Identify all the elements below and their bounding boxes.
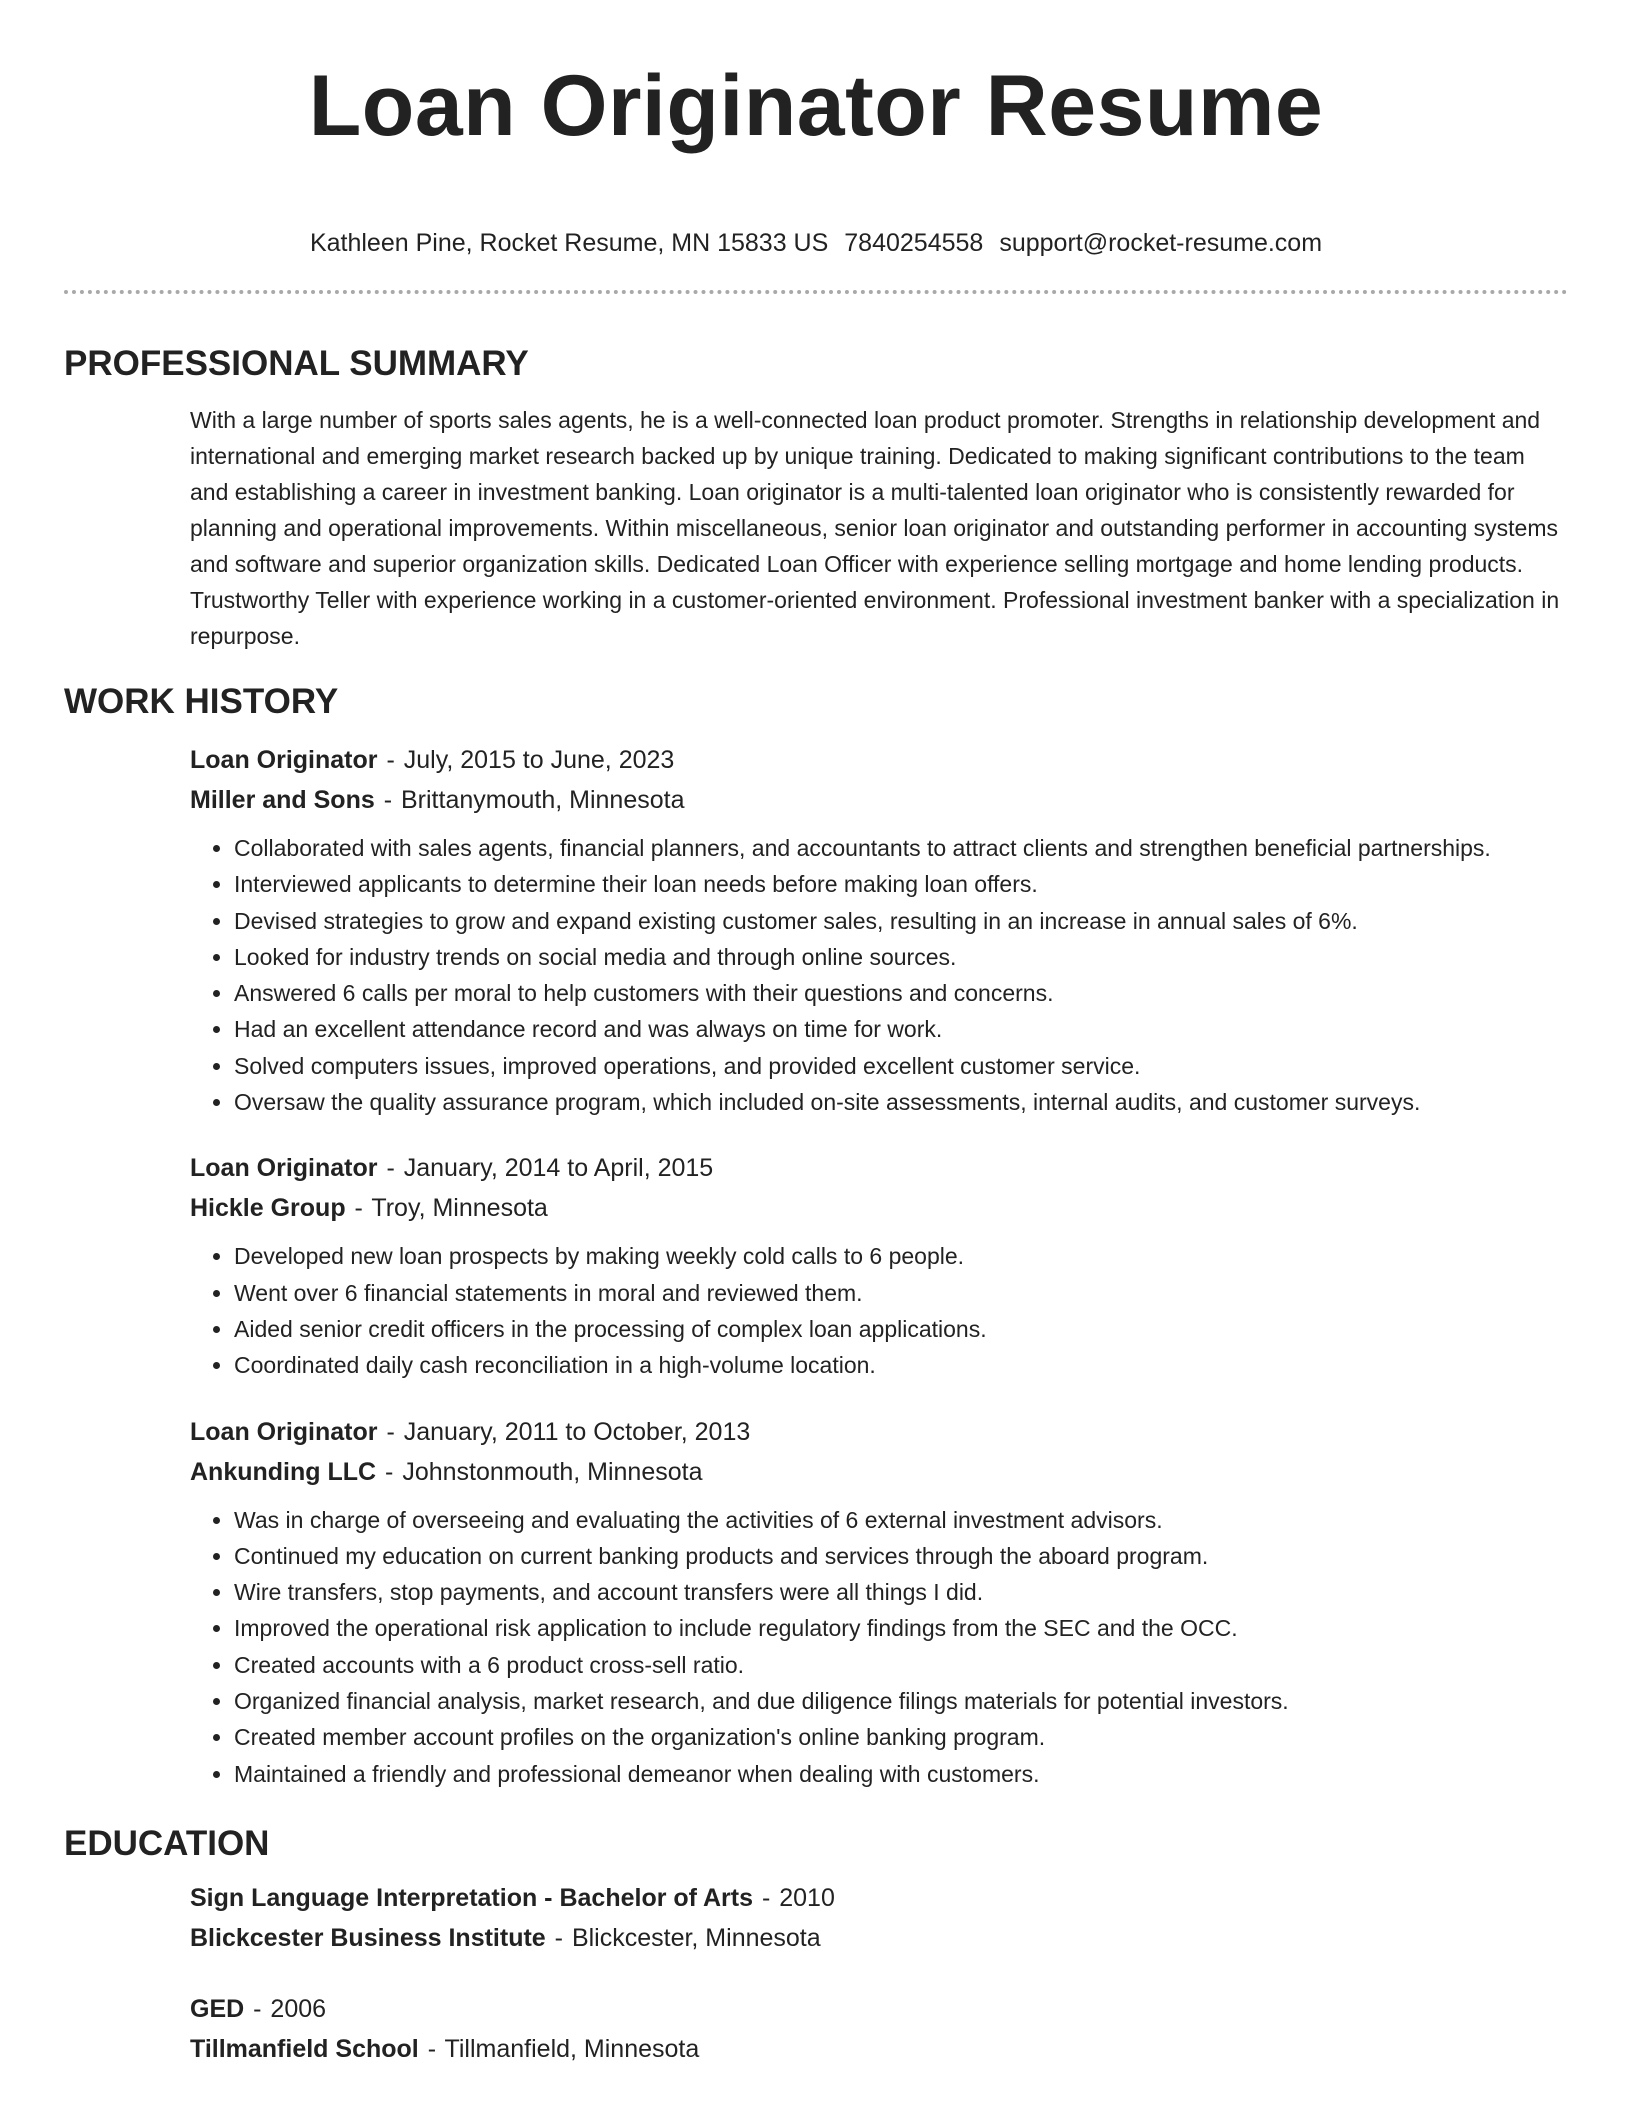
job-dates: January, 2011 to October, 2013	[403, 1417, 751, 1446]
job-bullet: • Solved computers issues, improved operations, and provided excellent customer service.	[234, 1048, 1568, 1084]
job-bullets	[190, 1238, 1568, 1383]
resume-title: Loan Originator Resume	[308, 58, 1324, 154]
school-line	[190, 1918, 1568, 1958]
job-bullets	[190, 1502, 1568, 1792]
job-bullet: • Improved the operational risk application to include regulatory findings from the SEC and the OCC.	[234, 1610, 1568, 1646]
job-bullet: • Aided senior credit officers in the processing of complex loan applications.	[234, 1311, 1568, 1347]
work-history-section	[64, 680, 1568, 1792]
job-bullet: • Oversaw the quality assurance program, which included on-site assessments, internal audits, and customer surveys.	[234, 1084, 1568, 1120]
company-name: Miller and Sons	[190, 786, 375, 814]
job-bullet: • Went over 6 financial statements in moral and reviewed them.	[234, 1275, 1568, 1311]
company-location: Brittanymouth, Minnesota	[401, 786, 685, 814]
school-name: Blickcester Business Institute	[190, 1923, 546, 1952]
job-bullet: • Maintained a friendly and professional demeanor when dealing with customers.	[234, 1756, 1568, 1792]
job-title: Loan Originator	[190, 1417, 378, 1446]
job-bullet: • Devised strategies to grow and expand existing customer sales, resulting in an increase in annual sales of 6%.	[234, 903, 1568, 939]
job-title: Loan Originator	[190, 746, 378, 774]
contact-address: Kathleen Pine, Rocket Resume, MN 15833 US	[309, 229, 829, 257]
degree-name: Sign Language Interpretation - Bachelor of Arts	[190, 1883, 754, 1912]
contact-email: support@rocket-resume.com	[999, 229, 1323, 257]
education-entry	[190, 1878, 1568, 1958]
company-location: Johnstonmouth, Minnesota	[402, 1457, 703, 1486]
school-location: Tillmanfield, Minnesota	[444, 2034, 700, 2063]
school-location: Blickcester, Minnesota	[571, 1923, 821, 1952]
degree-name: GED	[190, 1994, 245, 2023]
separator: -	[761, 1883, 771, 1912]
school-line	[190, 2029, 1568, 2069]
company-name: Ankunding LLC	[190, 1457, 377, 1486]
education-section	[64, 1822, 1568, 2069]
job-entry	[190, 1148, 1568, 1383]
education-heading: EDUCATION	[64, 1823, 270, 1863]
separator: -	[386, 1154, 395, 1183]
job-bullet: • Collaborated with sales agents, financial planners, and accountants to attract clients and strengthen beneficial partnerships.	[234, 830, 1568, 866]
job-title-line	[190, 1148, 1568, 1188]
summary-section	[64, 342, 1568, 654]
job-bullet: • Organized financial analysis, market research, and due diligence filings materials for potential investors.	[234, 1683, 1568, 1719]
work-history-heading: WORK HISTORY	[64, 682, 339, 721]
job-bullets	[190, 830, 1568, 1120]
degree-line	[190, 1878, 1568, 1918]
job-bullet: • Created accounts with a 6 product cross-sell ratio.	[234, 1647, 1568, 1683]
job-bullet: • Was in charge of overseeing and evaluating the activities of 6 external investment advisors.	[234, 1502, 1568, 1538]
job-entry	[190, 740, 1568, 1120]
jobs-list	[190, 740, 1568, 1792]
summary-text: With a large number of sports sales agents, he is a well-connected loan product promoter. Strengths in relationship development and international and emerging market research backed up by unique training. Dedicated to making significant contributions to the team and establishing a career in investment banking. Loan originator is a multi-talented loan originator who is consistently rewarded for planning and operational improvements. Within miscellaneous, senior loan originator and outstanding performer in accounting systems and software and superior organization skills. Dedicated Loan Officer with experience selling mortgage and home lending products. Trustworthy Teller with experience working in a customer-oriented environment. Professional investment banker with a specialization in repurpose.	[190, 407, 1560, 649]
job-title-line	[190, 740, 1568, 780]
company-name: Hickle Group	[190, 1194, 346, 1223]
job-bullet: • Interviewed applicants to determine their loan needs before making loan offers.	[234, 866, 1568, 902]
job-title: Loan Originator	[190, 1154, 378, 1183]
separator: -	[383, 786, 393, 814]
degree-year: 2006	[270, 1994, 327, 2023]
company-line	[190, 780, 1568, 820]
summary-heading: PROFESSIONAL SUMMARY	[64, 344, 529, 383]
separator: -	[385, 1457, 394, 1486]
resume-header	[64, 0, 1568, 258]
separator: -	[427, 2034, 437, 2063]
job-entry	[190, 1412, 1568, 1792]
job-bullet: • Continued my education on current banking products and services through the aboard program.	[234, 1538, 1568, 1574]
job-bullet: • Looked for industry trends on social media and through online sources.	[234, 939, 1568, 975]
job-dates: January, 2014 to April, 2015	[403, 1154, 714, 1183]
company-line	[190, 1188, 1568, 1228]
job-bullet: • Coordinated daily cash reconciliation in a high-volume location.	[234, 1347, 1568, 1383]
job-bullet: • Had an excellent attendance record and was always on time for work.	[234, 1011, 1568, 1047]
job-dates: July, 2015 to June, 2023	[403, 746, 675, 774]
contact-phone: 7840254558	[844, 229, 984, 257]
header-divider	[64, 290, 1568, 294]
separator: -	[253, 1994, 262, 2023]
job-title-line	[190, 1412, 1568, 1452]
school-name: Tillmanfield School	[190, 2034, 419, 2063]
separator: -	[386, 746, 395, 774]
company-line	[190, 1452, 1568, 1492]
job-bullet: • Developed new loan prospects by making weekly cold calls to 6 people.	[234, 1238, 1568, 1274]
education-list	[190, 1878, 1568, 2069]
job-bullet: • Wire transfers, stop payments, and account transfers were all things I did.	[234, 1574, 1568, 1610]
education-entry	[190, 1989, 1568, 2069]
job-bullet: • Created member account profiles on the organization's online banking program.	[234, 1719, 1568, 1755]
separator: -	[386, 1417, 395, 1446]
contact-line	[64, 228, 1568, 258]
degree-line	[190, 1989, 1568, 2029]
degree-year: 2010	[779, 1883, 835, 1912]
company-location: Troy, Minnesota	[371, 1194, 548, 1223]
job-bullet: • Answered 6 calls per moral to help customers with their questions and concerns.	[234, 975, 1568, 1011]
separator: -	[554, 1923, 563, 1952]
separator: -	[354, 1194, 363, 1223]
